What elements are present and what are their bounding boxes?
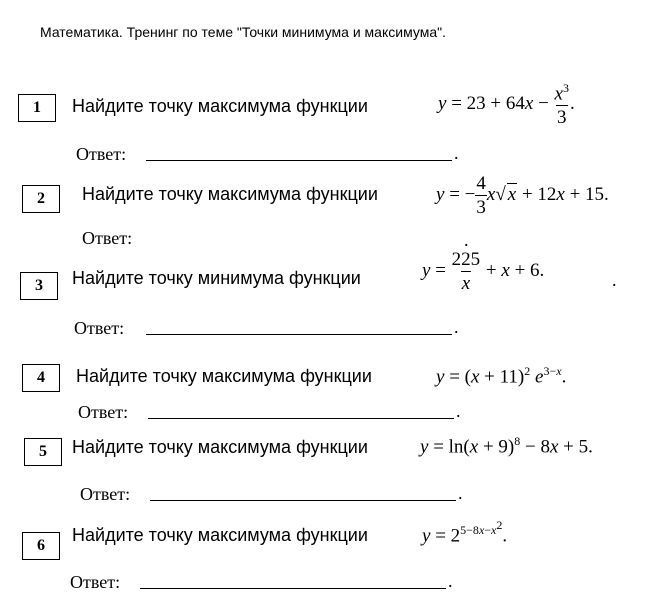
answer-label: Ответ: (80, 484, 131, 504)
answer-dot: . (448, 571, 453, 591)
formula-3: y = $\frac{225}{x}$ + x + 6. (422, 249, 545, 294)
answer-dot: . (454, 317, 459, 337)
separator-dot: . (612, 270, 617, 290)
answer-label: Ответ: (74, 318, 125, 338)
task-text: Найдите точку максимума функции (72, 96, 368, 116)
task-text: Найдите точку максимума функции (72, 525, 368, 545)
answer-dot: . (458, 483, 463, 503)
answer-dot: . (456, 401, 461, 421)
answer-line[interactable] (146, 160, 452, 161)
answer-label: Ответ: (76, 144, 127, 164)
task-number-box: 4 (22, 364, 60, 392)
task-number-box: 5 (24, 438, 62, 466)
task-number-box: 2 (22, 185, 60, 213)
task-text: Найдите точку максимума функции (82, 184, 378, 204)
answer-dot: . (454, 143, 459, 163)
task-number-box: 6 (22, 532, 60, 560)
task-number-box: 1 (18, 94, 56, 122)
formula-1: y = 23 + 64x − $\frac{x^3}{3}$ . (438, 81, 575, 129)
answer-line[interactable] (148, 418, 454, 419)
answer-line[interactable] (150, 500, 456, 501)
formula-4: $y = (x + 11)^2$ $e^{3-x}$. (436, 364, 567, 388)
task-text: Найдите точку максимума функции (76, 366, 372, 386)
task-text: Найдите точку максимума функции (72, 437, 368, 457)
formula-5: $y = \ln(x + 9)^8 - 8x + 5$. (420, 434, 593, 458)
answer-dot: . (464, 230, 469, 250)
answer-line[interactable] (140, 588, 446, 589)
task-number-box: 3 (20, 272, 58, 300)
answer-label: Ответ: (78, 402, 129, 422)
formula-2: y = − $\frac{4}{3}$ x√ x + 12x + 15. (436, 173, 609, 218)
answer-line[interactable] (146, 334, 452, 335)
formula-6: $y = 2^{5-8x-x^2}$. (422, 518, 508, 547)
answer-label: Ответ: (82, 228, 133, 248)
answer-label: Ответ: (70, 572, 121, 592)
page-title: Математика. Тренинг по теме "Точки минимума и максимума". (40, 24, 446, 40)
task-text: Найдите точку минимума функции (72, 268, 361, 288)
